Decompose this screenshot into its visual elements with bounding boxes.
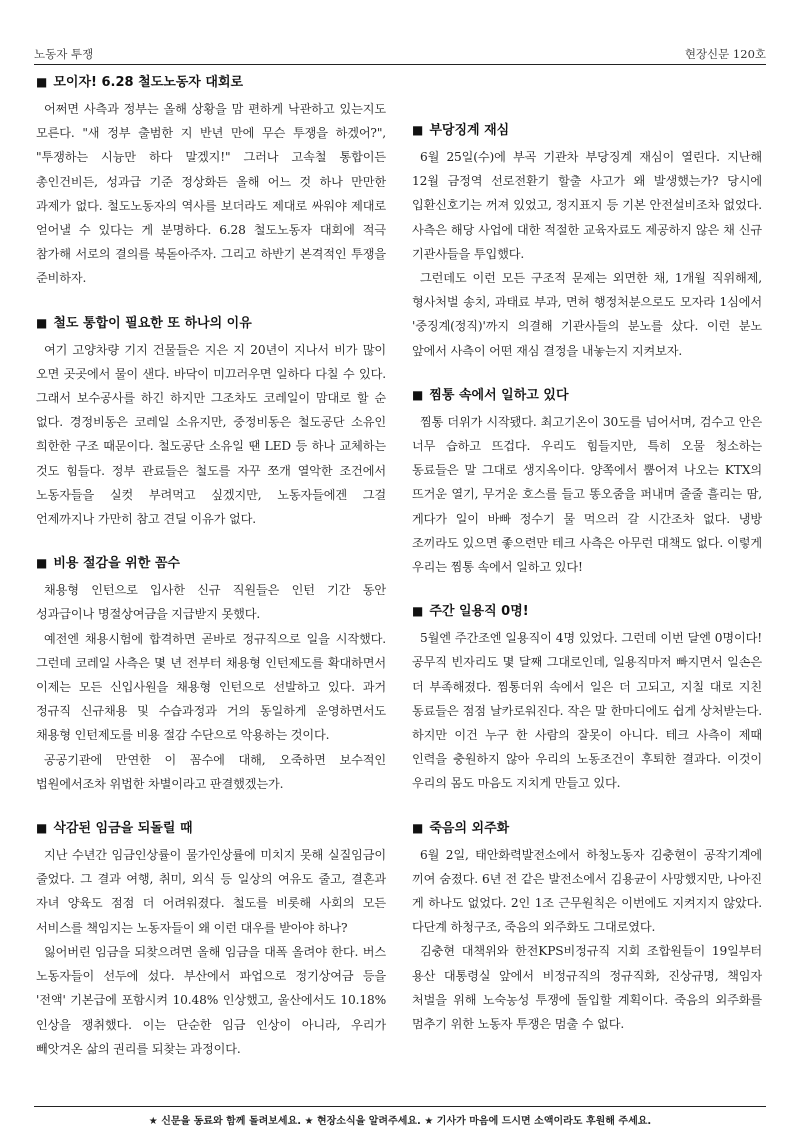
article-paragraph: 찜통 더위가 시작됐다. 최고기온이 30도를 넘어서며, 검수고 안은 너무 습하고 뜨겁다. 우리도 힘들지만, 특히 오물 청소하는 동료들은 말 그대로 생지옥이다. 양쪽에서 뿜어져 나오는 KTX의 뜨거운 열기, 무거운 호스를 들고 똥오줌을 퍼내며 줄줄 흘리는 땀, 게다가 일이 바빠 정수기 물 먹으러 갈 시간조차 없다. 냉방 조끼라도 있으면 좋으련만 테크 사측은 아무런 대책도 없다. 이렇게 우리는 찜통 속에서 일하고 있다! xyxy=(412,414,762,575)
footer-divider xyxy=(34,1106,766,1107)
article-paragraph: 예전엔 채용시험에 합격하면 곧바로 정규직으로 일을 시작했다. 그런데 코레일 사측은 몇 년 전부터 채용형 인턴제도를 확대하면서 이제는 모든 신입사원을 채용형 인턴으로 선발하고 있다. 과거 정규직 신규채용 및 수습과정과 거의 동일하게 운영하면서도 채용형 인턴제도를 비용 절감 수단으로 악용하는 것이다. xyxy=(36,631,386,743)
article-heat xyxy=(412,385,762,579)
page-header xyxy=(34,46,766,62)
article-title: 비용 절감을 위한 꼼수 xyxy=(53,556,180,572)
square-bullet-icon: ■ xyxy=(36,75,48,89)
article-title: 죽음의 외주화 xyxy=(429,820,510,836)
article-rally xyxy=(36,72,386,291)
article-cost-cutting xyxy=(36,553,386,796)
article-title: 부당징계 재심 xyxy=(429,123,510,138)
issue-label: 현장신문 120호 xyxy=(684,47,766,61)
article-disciplinary-review xyxy=(412,120,762,363)
article-heading xyxy=(412,385,762,406)
square-bullet-icon: ■ xyxy=(412,820,424,835)
article-paragraph: 김충현 대책위와 한전KPS비정규직 지회 조합원들이 19일부터 용산 대통령실 앞에서 비정규직의 정규직화, 진상규명, 책임자 처벌을 위해 노숙농성 투쟁에 돌입할 계획이다. 죽음의 외주화를 멈추기 위한 노동자 투쟁은 멈출 수 없다. xyxy=(412,944,762,1032)
article-heading xyxy=(36,818,386,839)
square-bullet-icon: ■ xyxy=(36,821,48,836)
article-paragraph: 어쩌면 사측과 정부는 올해 상황을 맘 편하게 낙관하고 있는지도 모른다. "새 정부 출범한 지 반년 만에 무슨 투쟁을 하겠어?", "투쟁하는 시늉만 하다 말겠지!" 그러나 고속철 통합이든 총인건비든, 성과급 기준 정상화든 올해 어느 것 하나 만만한 과제가 없다. 철도노동자의 역사를 보더라도 제대로 싸워야 제대로 얻어낼 수 있다는 게 분명하다. 6.28 철도노동자 대회에 적극 참가해 서로의 결의를 북돋아주자. 그리고 하반기 본격적인 투쟁을 준비하자. xyxy=(36,102,386,286)
article-paragraph: 잃어버린 임금을 되찾으려면 올해 임금을 대폭 올려야 한다. 버스 노동자들이 선두에 섰다. 부산에서 파업으로 정기상여금 등을 '전액' 기본급에 포함시켜 10.48% 인상했고, 울산에서도 10.18% 인상을 쟁취했다. 이는 단순한 임금 인상이 아니라, 우리가 빼앗겨온 삶의 권리를 되찾는 과정이다. xyxy=(36,944,386,1056)
article-title: 모이자! 6.28 철도노동자 대회로 xyxy=(53,75,244,90)
article-paragraph: 5월엔 주간조엔 일용직이 4명 있었다. 그런데 이번 달엔 0명이다! 공무직 빈자리도 몇 달째 그대로인데, 일용직마저 빠지면서 일손은 더 부족해졌다. 찜통더위 속에서 일은 더 고되고, 지칠 대로 지친 동료들은 점점 날카로워진다. 작은 말 한마디에도 쉽게 상처받는다. 하지만 이건 누구 한 사람의 잘못이 아니다. 테크 사측이 제때 인력을 충원하지 않아 우리의 노동조건이 후퇴한 결과다. 이것이 우리의 몸도 마음도 지치게 만들고 있다. xyxy=(412,631,762,791)
square-bullet-icon: ■ xyxy=(412,123,424,137)
right-column xyxy=(412,72,762,1058)
article-paragraph: 지난 수년간 임금인상률이 물가인상률에 미치지 못해 실질임금이 줄었다. 그 결과 여행, 취미, 외식 등 일상의 여유도 줄고, 결혼과 자녀 양육도 점점 더 어려워졌다. 철도를 비롯해 사회의 모든 서비스를 책임지는 노동자들이 왜 이런 대우를 받아야 하나? xyxy=(36,848,386,935)
article-outsourcing-death xyxy=(412,818,762,1037)
article-title: 주간 일용직 0명! xyxy=(429,604,529,620)
square-bullet-icon: ■ xyxy=(36,315,48,330)
article-heading xyxy=(412,120,762,141)
article-paragraph: 여기 고양차량 기지 건물들은 지은 지 20년이 지나서 비가 많이 오면 곳곳에서 물이 샌다. 바닥이 미끄러우면 일하다 다칠 수 있다. 그래서 보수공사를 하긴 하지만 그조차도 코레일이 맘대로 할 순 없다. 경정비동은 코레일 소유지만, 중정비동은 철도공단 소유인 희한한 구조 때문이다. 철도공단 소유일 땐 LED 등 하나 교체하는 것도 힘들다. 정부 관료들은 철도를 자꾸 쪼개 열악한 조건에서 노동자들을 실컷 부려먹고 싶겠지만, 노동자들에겐 그걸 언제까지나 가만히 참고 견딜 이유가 없다. xyxy=(36,342,386,527)
article-heading xyxy=(412,818,762,839)
article-integration xyxy=(36,313,386,532)
article-paragraph: 6월 25일(수)에 부곡 기관차 부당징계 재심이 열린다. 지난해 12월 금정역 선로전환기 할출 사고가 왜 발생했는가? 당시에 입환신호기는 꺼져 있었고, 정지표지 등 기본 안전설비조차 없었다. 사측은 해당 사업에 대한 적절한 교육자료도 제공하지 않은 채 신규 기관사들을 투입했다. xyxy=(412,150,762,261)
article-title: 철도 통합이 필요한 또 하나의 이유 xyxy=(53,315,252,331)
article-paragraph: 6월 2일, 태안화력발전소에서 하청노동자 김충현이 공작기계에 끼여 숨졌다. 6년 전 같은 발전소에서 김용균이 사망했지만, 나아진 게 하나도 없었다. 2인 1조 근무원칙은 이번에도 지켜지지 않았다. 다단계 하청구조, 죽음의 외주화도 그대로였다. xyxy=(412,847,762,935)
header-divider xyxy=(34,64,766,65)
article-wages xyxy=(36,818,386,1061)
left-column xyxy=(36,72,386,1083)
article-heading xyxy=(36,553,386,574)
article-paragraph: 공공기관에 만연한 이 꼼수에 대해, 오죽하면 보수적인 법원에서조차 위법한 차별이라고 판결했겠는가. xyxy=(36,752,386,791)
article-title: 찜통 속에서 일하고 있다 xyxy=(429,387,569,403)
article-heading xyxy=(36,72,386,93)
article-heading xyxy=(412,601,762,622)
article-paragraph: 채용형 인턴으로 입사한 신규 직원들은 인턴 기간 동안 성과급이나 명절상여금을 지급받지 못했다. xyxy=(36,583,386,622)
square-bullet-icon: ■ xyxy=(36,556,48,571)
article-paragraph: 그런데도 이런 모든 구조적 문제는 외면한 채, 1개월 직위해제, 형사처벌 송치, 과태료 부과, 면허 행정처분으로도 모자라 1심에서 '중징계(정직)'까지 의결해 기관사들의 분노를 샀다. 이런 분노 앞에서 사측이 어떤 재심 결정을 내놓는지 지켜보자. xyxy=(412,271,762,358)
square-bullet-icon: ■ xyxy=(412,604,424,619)
footer-note: ★ 신문을 동료와 함께 돌려보세요. ★ 현장소식을 알려주세요. ★ 기사가 마음에 드시면 소액이라도 후원해 주세요. xyxy=(148,1116,652,1127)
square-bullet-icon: ■ xyxy=(412,387,424,402)
article-day-workers xyxy=(412,601,762,795)
section-label: 노동자 투쟁 xyxy=(34,47,94,61)
article-title: 삭감된 임금을 되돌릴 때 xyxy=(53,821,193,837)
article-heading xyxy=(36,313,386,334)
